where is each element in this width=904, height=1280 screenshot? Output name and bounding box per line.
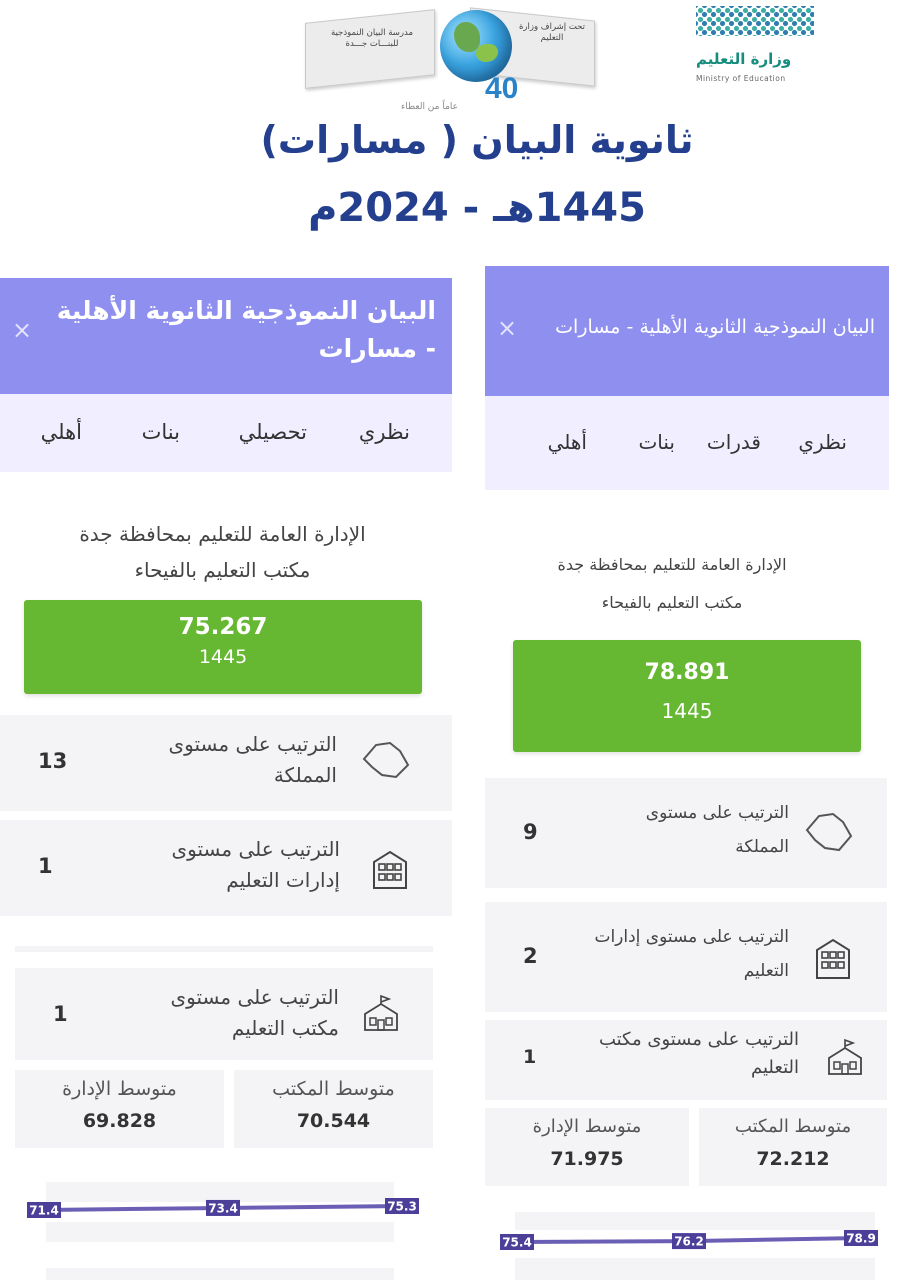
score-box (24, 600, 422, 694)
admin-average-label: متوسط الإدارة (62, 1078, 177, 1100)
trend-point-2 (672, 1233, 706, 1249)
page-year: 1445هـ - 2024م (308, 185, 646, 231)
tab-test[interactable]: قدرات (706, 430, 761, 454)
office-average-value: 70.544 (296, 1110, 371, 1132)
tab-gender[interactable]: بنات (141, 420, 180, 444)
trend-point-label: 76.2 (674, 1234, 704, 1249)
tab-gender[interactable]: بنات (638, 430, 675, 454)
trend-point-label: 75.4 (502, 1235, 532, 1250)
card-title: البيان النموذجية الثانوية الأهلية - مسارات (555, 316, 875, 338)
close-icon[interactable]: × (497, 314, 518, 342)
rank-row-kingdom (0, 715, 452, 811)
admin-average-value: 71.975 (550, 1148, 624, 1170)
rank-label: الترتيب على مستوى مكتب التعليم (170, 985, 339, 1040)
saudi-map-icon (360, 737, 412, 785)
region-info (0, 518, 445, 586)
chart-background (515, 1258, 875, 1280)
rank-value: 1 (38, 854, 53, 878)
trend-point-1 (500, 1234, 534, 1250)
rank-value: 1 (53, 1002, 68, 1026)
card-header (0, 278, 452, 394)
region-admin: الإدارة العامة للتعليم بمحافظة جدة (79, 522, 366, 546)
card-header (485, 266, 889, 396)
rank-label: الترتيب على مستوى مكتب التعليم (598, 1029, 799, 1078)
score-value: 75.267 (178, 614, 268, 640)
score-year: 1445 (198, 646, 248, 668)
trend-point-3 (385, 1198, 419, 1214)
card-tabs (0, 394, 452, 472)
office-average-box (234, 1070, 433, 1148)
banner-right-text: تحت إشراف وزارة التعليم (518, 22, 586, 43)
rank-label: الترتيب على مستوى إدارات التعليم (171, 837, 340, 892)
rank-value: 2 (523, 944, 538, 968)
close-icon[interactable]: × (12, 316, 33, 344)
banner-left-text: مدرسة البيان النموذجية للبنـــات جـــدة (330, 28, 414, 49)
admin-average-box (15, 1070, 224, 1148)
trend-point-2 (206, 1200, 240, 1216)
trend-point-1 (27, 1202, 61, 1218)
anniversary-caption: عاماً من العطاء (401, 102, 459, 112)
ministry-dots-icon (696, 6, 814, 36)
rank-label: الترتيب على مستوى إدارات التعليم (594, 927, 789, 981)
rank-value: 1 (523, 1046, 537, 1068)
ministry-logo (694, 6, 820, 92)
school-icon (825, 1038, 865, 1078)
ministry-name: وزارة التعليم (696, 50, 792, 68)
building-icon (811, 936, 855, 982)
anniversary-number: 40 (485, 72, 519, 105)
chart-background (46, 1268, 394, 1280)
rank-row-admins (0, 820, 452, 916)
rank-row-admins (485, 902, 887, 1012)
region-admin: الإدارة العامة للتعليم بمحافظة جدة (557, 555, 787, 574)
rank-value: 13 (38, 749, 68, 773)
rank-spacer (15, 946, 433, 952)
trend-point-label: 71.4 (29, 1203, 59, 1218)
trend-chart (26, 1194, 420, 1222)
score-box (513, 640, 861, 752)
left-result-card (0, 278, 455, 1280)
trend-point-label: 78.9 (846, 1231, 876, 1246)
score-year: 1445 (661, 699, 713, 723)
region-office: مكتب التعليم بالفيحاء (601, 593, 743, 613)
rank-value: 9 (523, 820, 538, 844)
tab-type[interactable]: نظري (358, 420, 410, 444)
office-average-label: متوسط المكتب (734, 1116, 852, 1137)
rank-label: الترتيب على مستوى المملكة (645, 803, 789, 857)
region-info (485, 546, 859, 623)
admin-average-label: متوسط الإدارة (532, 1116, 642, 1137)
page-title: ثانوية البيان ( مسارات) (260, 118, 694, 162)
office-average-box (699, 1108, 887, 1186)
card-tabs (485, 396, 889, 490)
trend-point-3 (844, 1230, 878, 1246)
building-icon (368, 848, 412, 892)
office-average-value: 72.212 (756, 1148, 830, 1170)
tab-sector[interactable]: أهلي (547, 430, 587, 454)
score-value: 78.891 (644, 660, 730, 685)
rank-row-kingdom (485, 778, 887, 888)
rank-row-office (15, 968, 433, 1060)
rank-row-office (485, 1020, 887, 1100)
admin-average-value: 69.828 (82, 1110, 157, 1132)
tab-sector[interactable]: أهلي (40, 420, 82, 444)
trend-point-label: 75.3 (387, 1199, 417, 1214)
school-logo-banner (305, 10, 595, 112)
region-office: مكتب التعليم بالفيحاء (134, 558, 311, 582)
trend-point-label: 73.4 (208, 1201, 238, 1216)
tab-type[interactable]: نظري (798, 430, 847, 454)
rank-label: الترتيب على مستوى المملكة (168, 732, 337, 787)
office-average-label: متوسط المكتب (272, 1078, 395, 1100)
tab-test[interactable]: تحصيلي (238, 420, 307, 444)
saudi-map-icon (803, 808, 855, 858)
admin-average-box (485, 1108, 689, 1186)
school-icon (361, 994, 401, 1034)
right-result-card (485, 266, 889, 1280)
ministry-name-en: Ministry of Education (696, 74, 786, 83)
card-title: البيان النموذجية الثانوية الأهلية - مسارات (56, 296, 436, 363)
trend-chart (499, 1226, 879, 1254)
chart-background (46, 1222, 394, 1242)
